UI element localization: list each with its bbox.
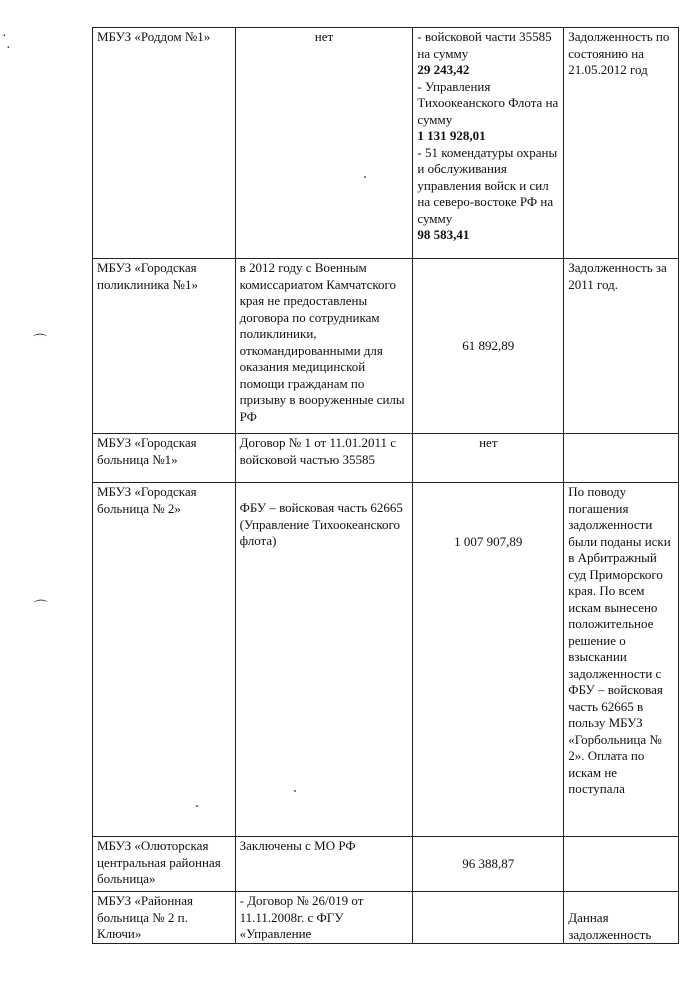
institution-cell: МБУЗ «Городская больница № 2» xyxy=(93,483,236,837)
debt-cell xyxy=(413,892,564,944)
basis-cell xyxy=(235,483,413,837)
debt-amount: 29 243,42 xyxy=(417,62,470,77)
debt-cell: 61 892,89 xyxy=(413,259,564,434)
basis-cell: Заключены с МО РФ xyxy=(235,837,413,892)
note-text: Данная задолженность xyxy=(568,910,652,942)
note-cell: Задолженность по состоянию на 21.05.2012 год xyxy=(564,28,679,259)
debt-cell: 96 388,87 xyxy=(413,837,564,892)
basis-cell: Договор № 1 от 11.01.2011 с войсковой частью 35585 xyxy=(235,434,413,483)
institution-cell: МБУЗ «Городская больница №1» xyxy=(93,434,236,483)
table-row xyxy=(93,837,679,892)
margin-mark: · xyxy=(6,41,11,56)
note-cell xyxy=(564,434,679,483)
basis-cell: - Договор № 26/019 от 11.11.2008г. с ФГУ «Управление xyxy=(235,892,413,944)
debt-amount: 98 583,41 xyxy=(417,227,470,242)
note-cell: Задолженность за 2011 год. xyxy=(564,259,679,434)
table-row xyxy=(93,434,679,483)
debt-line: - Управления Тихоокеанского Флота на сумму xyxy=(417,78,559,127)
margin-mark: ⌒ xyxy=(33,335,47,350)
institution-cell: МБУЗ «Роддом №1» xyxy=(93,28,236,259)
institution-cell: МБУЗ «Районная больница № 2 п. Ключи» xyxy=(93,892,236,944)
basis-cell: нет xyxy=(235,28,413,259)
debt-cell xyxy=(413,483,564,837)
institution-cell: МБУЗ «Олюторская центральная районная больница» xyxy=(93,837,236,892)
debt-cell xyxy=(413,28,564,259)
note-cell xyxy=(564,892,679,944)
debt-line: - войсковой части 35585 на сумму xyxy=(417,29,552,61)
debt-cell: нет xyxy=(413,434,564,483)
table-row xyxy=(93,259,679,434)
note-cell xyxy=(564,837,679,892)
table-row xyxy=(93,892,679,944)
basis-cell: в 2012 году с Военным комиссариатом Камчатского края не предоставлены договора по сотрудникам поликлиники, откомандированными для оказания медицинской помощи гражданам по призыву в вооруженные силы РФ xyxy=(235,259,413,434)
institution-cell: МБУЗ «Городская поликлиника №1» xyxy=(93,259,236,434)
table-row xyxy=(93,28,679,259)
margin-mark: · xyxy=(2,29,7,44)
table-row xyxy=(93,483,679,837)
debt-table xyxy=(92,27,679,944)
debt-amount: 1 007 907,89 xyxy=(454,534,523,549)
debt-amount: 1 131 928,01 xyxy=(417,128,486,143)
debt-line: - 51 комендатуры охраны и обслуживания управления войск и сил на северо-востоке РФ на сумму xyxy=(417,144,558,226)
margin-mark: ⌒ xyxy=(34,601,48,616)
basis-text: ФБУ – войсковая часть 62665 (Управление Тихоокеанского флота) xyxy=(239,500,403,548)
note-cell: По поводу погашения задолженности были поданы иски в Арбитражный суд Приморского края. По всем искам вынесено положительное решение о взыскании задолженности с ФБУ – войсковая часть 62665 в пользу МБУЗ «Горбольница № 2». Оплата по искам не поступала xyxy=(564,483,679,837)
